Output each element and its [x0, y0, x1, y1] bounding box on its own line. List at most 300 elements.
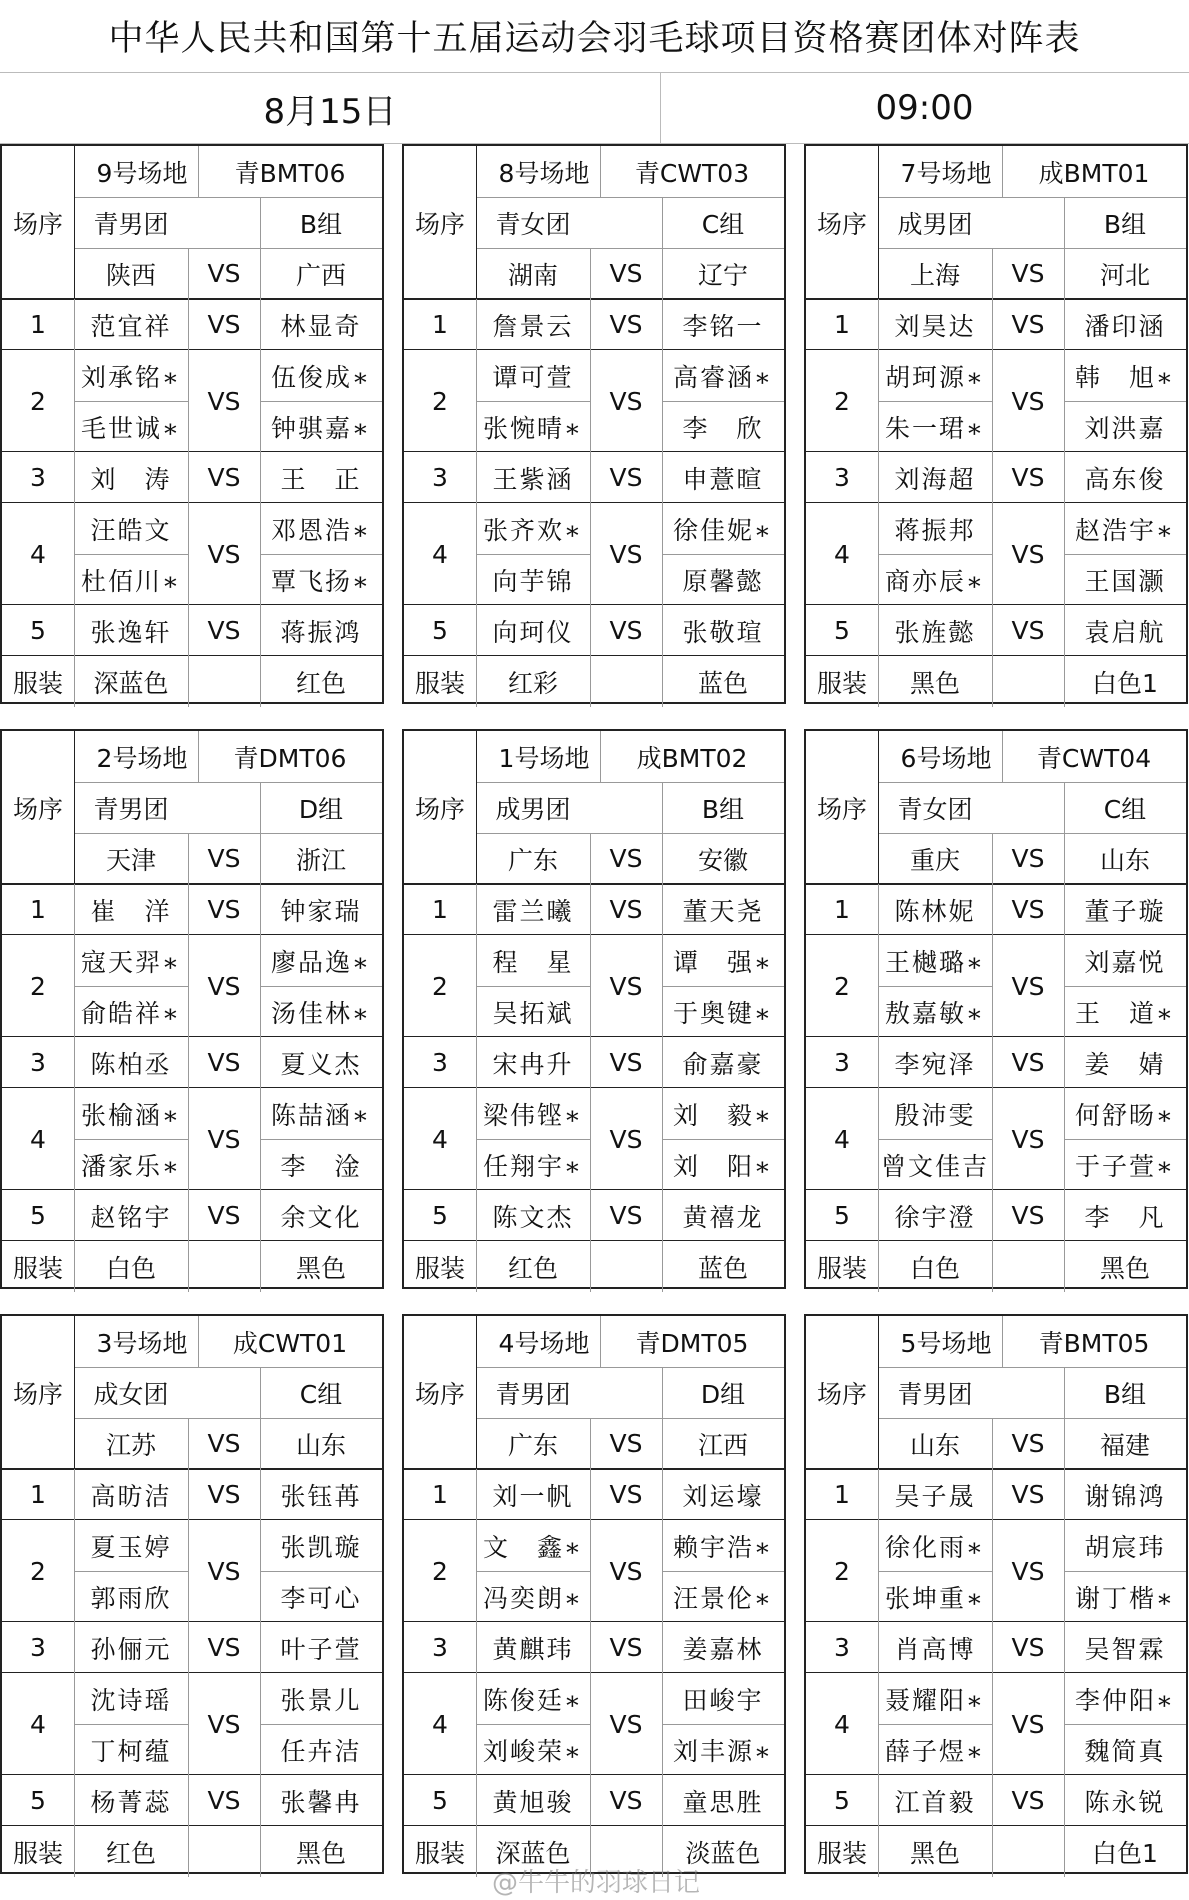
player-b: 刘嘉悦 [1084, 947, 1166, 977]
divider [662, 1724, 784, 1725]
player-a: 胡珂源∗ [885, 362, 985, 392]
vs-label: VS [1011, 844, 1045, 873]
venue: 6号场地 [900, 743, 992, 773]
uniform-b: 红色 [295, 668, 346, 698]
divider [188, 1190, 189, 1241]
vs-label: VS [1011, 895, 1045, 924]
divider [878, 1241, 879, 1292]
divider [1064, 1826, 1065, 1877]
player-a: 张惋晴∗ [483, 413, 583, 443]
player-a: 谭可萱 [492, 362, 574, 392]
divider [476, 1775, 477, 1826]
player-b: 张景儿 [280, 1685, 362, 1715]
player-a: 张旌懿 [894, 617, 976, 647]
player-a: 毛世诚∗ [81, 413, 181, 443]
divider [188, 605, 189, 656]
match-number: 1 [432, 1480, 448, 1509]
player-b: 覃飞扬∗ [271, 566, 371, 596]
divider [878, 401, 992, 402]
player-a: 詹景云 [492, 311, 574, 341]
uniform-a: 红色 [105, 1838, 156, 1868]
divider [74, 656, 75, 707]
player-a: 曾文佳吉 [880, 1151, 989, 1181]
court-code: 青DMT06 [233, 743, 347, 773]
group: D组 [700, 1379, 746, 1409]
vs-label: VS [609, 971, 643, 1001]
player-b: 刘 阳∗ [673, 1151, 773, 1181]
divider [992, 605, 993, 656]
vs-label: VS [207, 1709, 241, 1739]
player-a: 文 鑫∗ [483, 1532, 583, 1562]
player-a: 江首毅 [894, 1787, 976, 1817]
vs-label: VS [1011, 259, 1045, 288]
match-panel [402, 144, 786, 704]
divider [992, 299, 993, 350]
divider [878, 1775, 879, 1826]
uniform-b: 黑色 [295, 1253, 346, 1283]
vs-label: VS [207, 1556, 241, 1586]
divider [260, 1037, 261, 1088]
divider [878, 1190, 879, 1241]
match-number: 3 [834, 1048, 850, 1077]
divider [260, 1724, 382, 1725]
vs-label: VS [1011, 1709, 1045, 1739]
divider [878, 1622, 879, 1673]
match-number: 4 [834, 539, 850, 569]
divider [260, 833, 261, 884]
divider [590, 935, 591, 1037]
category: 成男团 [495, 794, 571, 824]
divider [878, 197, 1186, 198]
divider [590, 503, 591, 605]
divider [878, 1571, 992, 1572]
vs-label: VS [1011, 1048, 1045, 1077]
divider [662, 1418, 663, 1469]
player-b: 赵浩宇∗ [1075, 515, 1175, 545]
match-number: 5 [834, 616, 850, 645]
vs-label: VS [1011, 1633, 1045, 1662]
divider [260, 452, 261, 503]
divider [1064, 1190, 1065, 1241]
group: C组 [1103, 794, 1147, 824]
divider [74, 1571, 188, 1572]
match-number: 1 [30, 895, 46, 924]
team-a: 江苏 [105, 1430, 156, 1460]
divider [992, 1673, 993, 1775]
order-header: 场序 [816, 209, 867, 239]
divider [662, 782, 663, 833]
order-header: 场序 [816, 1379, 867, 1409]
player-b: 胡宸玮 [1084, 1532, 1166, 1562]
player-a: 夏玉婷 [90, 1532, 172, 1562]
divider [74, 1724, 188, 1725]
divider [260, 554, 382, 555]
divider [600, 731, 601, 782]
team-b: 福建 [1099, 1430, 1150, 1460]
vs-label: VS [207, 1480, 241, 1509]
player-a: 向珂仪 [492, 617, 574, 647]
player-a: 潘家乐∗ [81, 1151, 181, 1181]
match-number: 5 [432, 1201, 448, 1230]
divider [188, 1826, 189, 1877]
divider [590, 1520, 591, 1622]
player-b: 张馨冉 [280, 1787, 362, 1817]
divider [74, 605, 75, 656]
vs-label: VS [207, 616, 241, 645]
player-b: 王 正 [280, 464, 362, 494]
player-b: 赖宇浩∗ [673, 1532, 773, 1562]
player-b: 申薏暄 [682, 464, 764, 494]
divider [878, 248, 1186, 249]
divider [1002, 731, 1003, 782]
category: 成男团 [897, 209, 973, 239]
player-a: 陈俊廷∗ [483, 1685, 583, 1715]
divider [992, 248, 993, 299]
match-panel [0, 1314, 384, 1874]
group: B组 [701, 794, 745, 824]
divider [992, 1241, 993, 1292]
divider [992, 656, 993, 707]
divider [590, 1673, 591, 1775]
vs-label: VS [609, 1786, 643, 1815]
category: 成女团 [93, 1379, 169, 1409]
match-number: 3 [432, 1633, 448, 1662]
divider [878, 1724, 992, 1725]
player-a: 吴子晟 [894, 1481, 976, 1511]
divider [74, 1139, 188, 1140]
player-b: 刘 毅∗ [673, 1100, 773, 1130]
divider [74, 1037, 75, 1088]
divider [74, 731, 75, 884]
group: C组 [299, 1379, 343, 1409]
divider [74, 554, 188, 555]
team-b: 江西 [697, 1430, 748, 1460]
divider [878, 1139, 992, 1140]
divider [662, 656, 663, 707]
divider [878, 833, 1186, 834]
divider [260, 605, 261, 656]
divider [992, 503, 993, 605]
player-b: 姜 婧 [1084, 1049, 1166, 1079]
divider [662, 299, 663, 350]
vs-label: VS [609, 310, 643, 339]
player-b: 刘丰源∗ [673, 1736, 773, 1766]
divider [992, 1418, 993, 1469]
divider [878, 1469, 879, 1520]
divider [476, 1571, 590, 1572]
match-number: 1 [30, 310, 46, 339]
divider [74, 986, 188, 987]
player-a: 范宜祥 [90, 311, 172, 341]
divider [188, 1418, 189, 1469]
uniform-a: 红色 [507, 1253, 558, 1283]
player-a: 杜佰川∗ [81, 566, 181, 596]
uniform-a: 白色 [105, 1253, 156, 1283]
venue: 7号场地 [900, 158, 992, 188]
divider [74, 146, 75, 299]
divider [74, 299, 75, 350]
divider [590, 350, 591, 452]
player-b: 林显奇 [280, 311, 362, 341]
venue: 9号场地 [96, 158, 188, 188]
player-a: 刘一帆 [492, 1481, 574, 1511]
divider [476, 1241, 477, 1292]
match-number: 3 [30, 1633, 46, 1662]
vs-label: VS [609, 895, 643, 924]
divider [74, 782, 382, 783]
divider [74, 452, 75, 503]
match-number: 5 [834, 1201, 850, 1230]
vs-label: VS [609, 1709, 643, 1739]
divider [878, 1037, 879, 1088]
vs-label: VS [1011, 1429, 1045, 1458]
divider [260, 299, 261, 350]
team-a: 湖南 [507, 260, 558, 290]
divider [260, 1367, 261, 1418]
divider [74, 1622, 75, 1673]
vs-label: VS [609, 1556, 643, 1586]
divider [1064, 833, 1065, 884]
venue: 8号场地 [498, 158, 590, 188]
divider [600, 1316, 601, 1367]
player-a: 王紫涵 [492, 464, 574, 494]
player-a: 薛子煜∗ [885, 1736, 985, 1766]
player-a: 任翔宇∗ [483, 1151, 583, 1181]
divider [878, 299, 879, 350]
divider [662, 833, 663, 884]
divider [1064, 1037, 1065, 1088]
player-b: 李铭一 [682, 311, 764, 341]
player-b: 汪景伦∗ [673, 1583, 773, 1613]
match-number: 3 [432, 463, 448, 492]
divider [198, 1316, 199, 1367]
order-header: 场序 [414, 209, 465, 239]
player-a: 陈柏丞 [90, 1049, 172, 1079]
uniform-a: 白色 [909, 1253, 960, 1283]
divider [590, 1037, 591, 1088]
divider [662, 1367, 663, 1418]
group: B组 [1103, 209, 1147, 239]
vs-label: VS [1011, 1480, 1045, 1509]
divider [476, 1367, 784, 1368]
player-b: 田峻宇 [682, 1685, 764, 1715]
divider [476, 1316, 477, 1469]
divider [662, 1622, 663, 1673]
vs-label: VS [207, 971, 241, 1001]
player-a: 郭雨欣 [90, 1583, 172, 1613]
match-panel [804, 1314, 1188, 1874]
order-header: 场序 [12, 1379, 63, 1409]
player-b: 袁启航 [1084, 617, 1166, 647]
player-b: 张敬瑄 [682, 617, 764, 647]
team-b: 河北 [1099, 260, 1150, 290]
match-number: 2 [834, 971, 850, 1001]
order-header: 场序 [414, 1379, 465, 1409]
divider [188, 935, 189, 1037]
divider [1064, 1469, 1065, 1520]
player-a: 陈文杰 [492, 1202, 574, 1232]
vs-label: VS [207, 1429, 241, 1458]
divider [662, 1139, 784, 1140]
category: 青女团 [897, 794, 973, 824]
player-a: 孙俪元 [90, 1634, 172, 1664]
court-code: 青DMT05 [635, 1328, 749, 1358]
match-number: 2 [30, 1556, 46, 1586]
divider [1064, 554, 1186, 555]
divider [992, 1088, 993, 1190]
match-number: 2 [30, 971, 46, 1001]
player-a: 朱一珺∗ [885, 413, 985, 443]
divider [590, 1469, 591, 1520]
venue: 2号场地 [96, 743, 188, 773]
player-b: 黄禧龙 [682, 1202, 764, 1232]
player-a: 徐化雨∗ [885, 1532, 985, 1562]
uniform-a: 黑色 [909, 1838, 960, 1868]
divider [188, 1775, 189, 1826]
divider [198, 146, 199, 197]
divider [992, 1622, 993, 1673]
uniform-b: 黑色 [295, 1838, 346, 1868]
player-b: 董子璇 [1084, 896, 1166, 926]
player-a: 王樾璐∗ [885, 947, 985, 977]
court-code: 成BMT01 [1038, 158, 1150, 188]
player-b: 韩 旭∗ [1075, 362, 1175, 392]
uniform-label: 服装 [816, 668, 867, 698]
team-b: 安徽 [697, 845, 748, 875]
divider [476, 554, 590, 555]
vs-label: VS [609, 386, 643, 416]
player-b: 陈永锐 [1084, 1787, 1166, 1817]
divider [260, 1418, 261, 1469]
divider [74, 1241, 75, 1292]
divider [590, 1622, 591, 1673]
player-b: 魏简真 [1084, 1736, 1166, 1766]
divider [1064, 782, 1065, 833]
player-a: 赵铭宇 [90, 1202, 172, 1232]
uniform-label: 服装 [12, 1838, 63, 1868]
player-a: 宋冉升 [492, 1049, 574, 1079]
divider [74, 1316, 75, 1469]
category: 青男团 [495, 1379, 571, 1409]
time: 09:00 [875, 88, 974, 128]
team-a: 陕西 [105, 260, 156, 290]
vs-label: VS [609, 1429, 643, 1458]
match-number: 5 [30, 1201, 46, 1230]
player-a: 徐宇澄 [894, 1202, 976, 1232]
divider [188, 350, 189, 452]
vs-label: VS [207, 1048, 241, 1077]
divider [188, 1088, 189, 1190]
divider [1064, 1241, 1065, 1292]
uniform-a: 黑色 [909, 668, 960, 698]
vs-label: VS [1011, 310, 1045, 339]
divider [878, 1367, 1186, 1368]
divider [260, 884, 261, 935]
divider [878, 986, 992, 987]
match-panel [402, 1314, 786, 1874]
divider [188, 656, 189, 707]
player-b: 何舒旸∗ [1075, 1100, 1175, 1130]
vs-label: VS [609, 1048, 643, 1077]
divider [878, 146, 879, 299]
divider [590, 884, 591, 935]
player-a: 张齐欢∗ [483, 515, 583, 545]
divider [74, 197, 382, 198]
divider [1064, 1571, 1186, 1572]
divider [476, 656, 477, 707]
team-a: 广东 [507, 1430, 558, 1460]
player-b: 姜嘉林 [682, 1634, 764, 1664]
uniform-a: 深蓝色 [93, 668, 169, 698]
divider [878, 1316, 879, 1469]
group: C组 [701, 209, 745, 239]
divider [878, 782, 1186, 783]
player-b: 伍俊成∗ [271, 362, 371, 392]
divider [662, 1571, 784, 1572]
vs-label: VS [609, 539, 643, 569]
category: 青男团 [897, 1379, 973, 1409]
match-number: 5 [834, 1786, 850, 1815]
team-a: 重庆 [909, 845, 960, 875]
player-a: 刘昊达 [894, 311, 976, 341]
court-code: 青BMT06 [234, 158, 346, 188]
match-number: 4 [432, 1709, 448, 1739]
player-a: 陈林妮 [894, 896, 976, 926]
player-b: 吴智霖 [1084, 1634, 1166, 1664]
divider [476, 299, 477, 350]
match-number: 2 [432, 971, 448, 1001]
divider [1002, 1316, 1003, 1367]
divider [476, 1037, 477, 1088]
court-code: 成CWT01 [232, 1328, 348, 1358]
divider [590, 1775, 591, 1826]
divider [992, 935, 993, 1037]
court-code: 青CWT04 [1036, 743, 1152, 773]
date: 8月15日 [263, 91, 397, 132]
divider [662, 1469, 663, 1520]
divider [188, 248, 189, 299]
divider [476, 782, 784, 783]
player-b: 余文化 [280, 1202, 362, 1232]
page-title: 中华人民共和国第十五届运动会羽毛球项目资格赛团体对阵表 [108, 19, 1081, 59]
divider [1064, 1418, 1065, 1469]
player-a: 张榆涵∗ [81, 1100, 181, 1130]
player-b: 李 欣 [682, 413, 764, 443]
divider [1064, 884, 1065, 935]
player-b: 李可心 [280, 1583, 362, 1613]
group: B组 [299, 209, 343, 239]
vs-label: VS [609, 463, 643, 492]
player-a: 张坤重∗ [885, 1583, 985, 1613]
divider [1064, 1139, 1186, 1140]
court-code: 青CWT03 [634, 158, 750, 188]
divider [188, 299, 189, 350]
player-b: 蒋振鸿 [280, 617, 362, 647]
divider [590, 452, 591, 503]
divider [476, 1190, 477, 1241]
vs-label: VS [1011, 463, 1045, 492]
divider [992, 1037, 993, 1088]
divider [590, 656, 591, 707]
divider [992, 1190, 993, 1241]
divider [476, 1826, 477, 1877]
player-a: 向芋锦 [492, 566, 574, 596]
player-b: 钟家瑞 [280, 896, 362, 926]
player-b: 王 道∗ [1075, 998, 1175, 1028]
divider [188, 833, 189, 884]
vs-label: VS [207, 895, 241, 924]
divider [476, 401, 590, 402]
